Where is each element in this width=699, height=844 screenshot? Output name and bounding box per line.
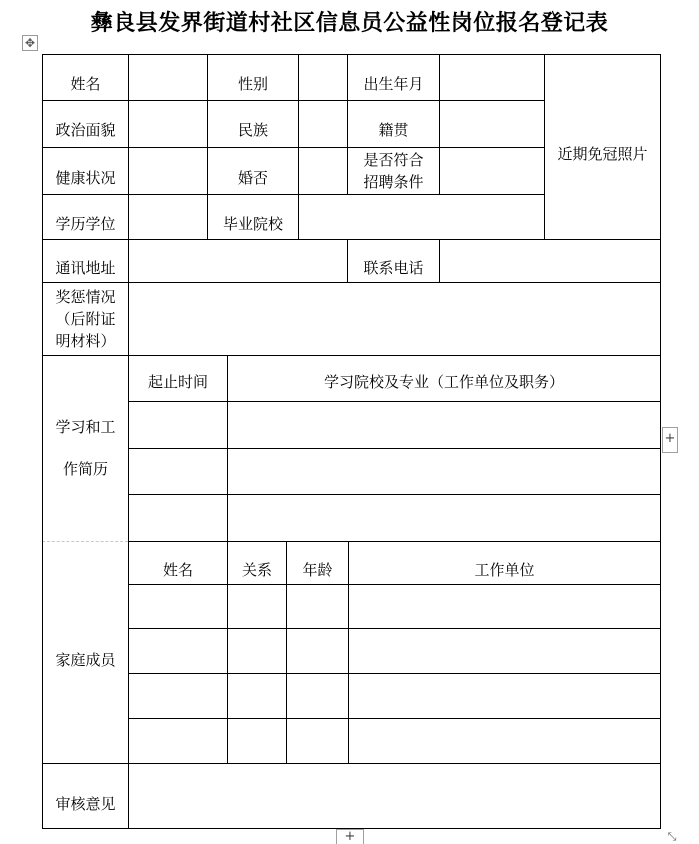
- resume-row-1-period[interactable]: [129, 402, 227, 448]
- ethnicity-label: 民族: [237, 121, 268, 139]
- family-header-relation: 关系: [241, 561, 272, 579]
- row-line: [128, 541, 661, 542]
- native-place-value[interactable]: [440, 101, 544, 147]
- resume-header-detail: 学习院校及专业（工作单位及职务）: [323, 372, 564, 391]
- health-value[interactable]: [129, 148, 207, 194]
- family-section-label: 家庭成员: [55, 650, 116, 669]
- review-label: 审核意见: [55, 795, 116, 813]
- health-label: 健康状况: [55, 169, 116, 187]
- birth-value[interactable]: [440, 55, 544, 100]
- address-value[interactable]: [129, 240, 347, 282]
- name-label: 姓名: [70, 75, 101, 93]
- gender-value[interactable]: [299, 55, 347, 100]
- awards-label: 奖惩情况 （后附证 明材料）: [55, 288, 116, 350]
- family-row-1-cell[interactable]: [129, 585, 660, 628]
- family-row-4-cell[interactable]: [129, 719, 660, 763]
- family-header-name: 姓名: [162, 561, 193, 579]
- family-row-3-cell[interactable]: [129, 674, 660, 718]
- table-border-right: [660, 54, 661, 829]
- gender-label: 性别: [237, 75, 268, 93]
- name-value[interactable]: [129, 55, 207, 100]
- school-label: 毕业院校: [222, 214, 283, 233]
- resume-section-label: 学习和工 作简历: [55, 418, 116, 478]
- marital-value[interactable]: [299, 148, 347, 194]
- school-value[interactable]: [299, 195, 544, 239]
- add-row-button[interactable]: +: [336, 829, 364, 844]
- education-value[interactable]: [129, 195, 207, 239]
- marital-label: 婚否: [237, 169, 268, 187]
- row-line: [42, 355, 661, 356]
- phone-value[interactable]: [440, 240, 660, 282]
- political-value[interactable]: [129, 101, 207, 147]
- resume-row-2-detail[interactable]: [228, 449, 660, 494]
- family-header-workplace: 工作单位: [474, 561, 535, 579]
- awards-value[interactable]: [129, 283, 660, 355]
- phone-label: 联系电话: [363, 258, 424, 277]
- photo-box[interactable]: 近期免冠照片: [557, 145, 648, 163]
- birth-label: 出生年月: [363, 75, 424, 93]
- resume-row-3-detail[interactable]: [228, 495, 660, 541]
- ethnicity-value[interactable]: [299, 101, 347, 147]
- form-title: 彝良县发界街道村社区信息员公益性岗位报名登记表: [90, 10, 609, 36]
- resume-header-period: 起止时间: [147, 372, 208, 391]
- political-label: 政治面貌: [55, 121, 116, 139]
- resume-row-1-detail[interactable]: [228, 402, 660, 448]
- review-value[interactable]: [129, 764, 660, 828]
- address-label: 通讯地址: [55, 258, 116, 277]
- eligibility-label: 是否符合 招聘条件: [363, 151, 424, 191]
- education-label: 学历学位: [55, 214, 116, 233]
- add-column-button[interactable]: +: [662, 427, 678, 453]
- resume-row-2-period[interactable]: [129, 449, 227, 494]
- family-row-2-cell[interactable]: [129, 629, 660, 673]
- native-place-label: 籍贯: [378, 121, 409, 139]
- family-header-age: 年龄: [302, 561, 333, 579]
- table-resize-handle-icon[interactable]: ⤡: [667, 830, 677, 843]
- resume-row-3-period[interactable]: [129, 495, 227, 541]
- table-move-handle-icon[interactable]: ✥: [22, 35, 38, 51]
- eligibility-value[interactable]: [440, 148, 544, 194]
